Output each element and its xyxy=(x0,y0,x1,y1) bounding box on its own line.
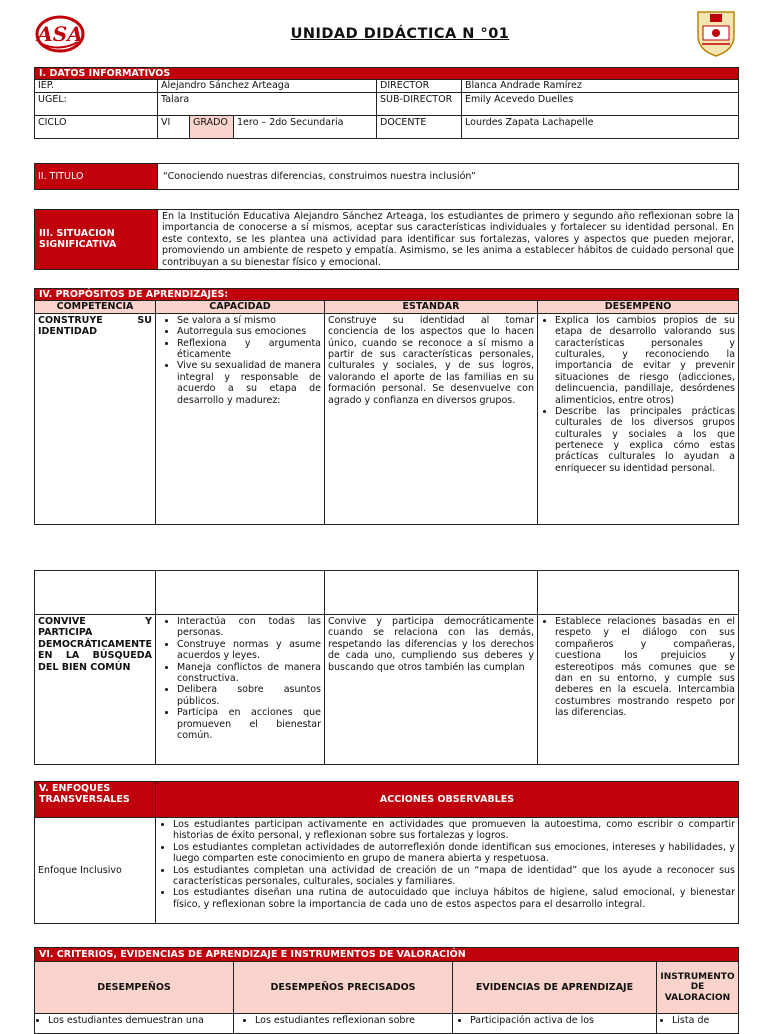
datos-header: I. DATOS INFORMATIVOS xyxy=(35,68,739,80)
criterio-list-1 xyxy=(38,1015,230,1026)
subdirector-value: Emily Acevedo Duelles xyxy=(462,92,739,115)
col-competencia: COMPETENCIA xyxy=(35,301,156,313)
list-item: • Describe las principales prácticas culturales de los diversos grupos culturales y sociales a los que pertenece y explica cómo estas prácticas culturales lo ayudan a enriquecer su identidad personal. xyxy=(555,406,735,474)
list-item: • Construye normas y asume acuerdos y leyes. xyxy=(177,639,321,662)
subdirector-label: SUB-DIRECTOR xyxy=(377,92,462,115)
desempenos-list-2 xyxy=(541,616,735,719)
enfoque-inclusivo: Enfoque Inclusivo xyxy=(35,818,156,924)
list-item: • Delibera sobre asuntos públicos. xyxy=(177,684,321,707)
propositos-table xyxy=(34,288,739,525)
competencia-identidad: CONSTRUYE SU IDENTIDAD xyxy=(35,313,156,524)
situacion-table xyxy=(34,209,739,270)
enfoques-table xyxy=(34,781,739,924)
col-evidencias: EVIDENCIAS DE APRENDIZAJE xyxy=(453,962,657,1014)
col-desempeno: DESEMPEÑO xyxy=(538,301,739,313)
list-item: • Se valora a sí mismo xyxy=(177,315,321,326)
docente-label: DOCENTE xyxy=(377,115,462,138)
acciones-list xyxy=(159,819,735,910)
acciones-header: ACCIONES OBSERVABLES xyxy=(156,782,739,818)
empty-cell xyxy=(35,571,156,615)
list-item: • Participación activa de los xyxy=(470,1015,653,1026)
estandar-identidad: Construye su identidad al tomar conciencia de los aspectos que lo hacen único, cuando se reconoce a sí mismo a partir de sus características personales, culturales y sociales, y de sus logros, valorando el aporte de las familias en su formación personal. Se desenvuelve con agrado y confianza en diversos grupos. xyxy=(325,313,538,524)
list-item: • Los estudiantes completan actividades de autorreflexión donde identifican sus emociones, intereses y habilidades, y luego comparten este conocimiento en grupo de manera abierta y respetuosa. xyxy=(173,842,735,865)
titulo-table xyxy=(34,163,739,190)
iep-label: IEP. xyxy=(35,80,158,92)
col-desempenos: DESEMPEÑOS xyxy=(35,962,234,1014)
docente-value: Lourdes Zapata Lachapelle xyxy=(462,115,739,138)
list-item: • Los estudiantes participan activamente en actividades que promueven la autoestima, como escribir o compartir historias de éxito personal, y reflexionan sobre sus fortalezas y logros. xyxy=(173,819,735,842)
desempenos-list-1 xyxy=(541,315,735,474)
list-item: • Maneja conflictos de manera constructiva. xyxy=(177,662,321,685)
competencia-convive: CONVIVE Y PARTICIPA DEMOCRÁTICAMENTE EN LA BÚSQUEDA DEL BIEN COMÚN xyxy=(35,615,156,765)
grado-label: GRADO xyxy=(190,115,234,138)
empty-row-table xyxy=(34,570,739,765)
criterios-table xyxy=(34,947,739,1034)
ciclo-value: VI xyxy=(158,115,190,138)
list-item: • Establece relaciones basadas en el respeto y el diálogo con sus compañeros y compañeras, cuestiona los prejuicios y estereotipos más comunes que se dan en su entorno, y cumple sus deberes en la escuela. Intercambia costumbres mostrando respeto por las diferencias. xyxy=(555,616,735,719)
asa-logo-text: ASA xyxy=(37,22,83,46)
empty-cell xyxy=(325,571,538,615)
list-item: • Vive su sexualidad de manera integral y responsable de acuerdo a su etapa de desarrollo y madurez: xyxy=(177,360,321,406)
school-crest-icon xyxy=(694,6,738,58)
director-label: DIRECTOR xyxy=(377,80,462,92)
col-capacidad: CAPACIDAD xyxy=(156,301,325,313)
titulo-value: “Conociendo nuestras diferencias, construimos nuestra inclusión” xyxy=(158,164,739,190)
criterio-list-4 xyxy=(660,1015,735,1026)
enfoques-label: V. ENFOQUES TRANSVERSALES xyxy=(35,782,156,818)
iep-value: Alejandro Sánchez Arteaga xyxy=(158,80,377,92)
list-item: • Interactúa con todas las personas. xyxy=(177,616,321,639)
empty-cell xyxy=(538,571,739,615)
list-item: • Explica los cambios propios de su etapa de desarrollo valorando sus características personales y culturales, y reconociendo la importancia de evitar y prevenir situaciones de riesgo (adicciones, delincuencia, pandillaje, desórdenes alimenticios, entre otros) xyxy=(555,315,735,406)
criterio-list-2 xyxy=(237,1015,449,1026)
situacion-value: En la Institución Educativa Alejandro Sánchez Arteaga, los estudiantes de primero y segundo año reflexionan sobre la importancia de conocerse a sí mismos, aceptar sus características individuales y fortalecer su identidad personal. En este contexto, se les plantea una actividad para identificar sus fortalezas, valores y aspectos que pueden mejorar, promoviendo un ambiente de respeto y empatía. Asimismo, se les anima a establecer hábitos de cuidado personal que contribuyan a su bienestar físico y emocional. xyxy=(158,210,739,270)
criterios-header: VI. CRITERIOS, EVIDENCIAS DE APRENDIZAJE E INSTRUMENTOS DE VALORACIÓN xyxy=(35,948,739,962)
list-item: • Los estudiantes demuestran una xyxy=(48,1015,230,1026)
col-instrumento: INSTRUMENTO DE VALORACION xyxy=(657,962,739,1014)
col-desempenos-precisados: DESEMPEÑOS PRECISADOS xyxy=(234,962,453,1014)
page-title: UNIDAD DIDÁCTICA N °01 xyxy=(290,26,510,42)
list-item: • Los estudiantes reflexionan sobre xyxy=(255,1015,449,1026)
estandar-convive: Convive y participa democráticamente cuando se relaciona con las demás, respetando las diferencias y los derechos de cada uno, cumpliendo sus deberes y buscando que otros también las cumplan xyxy=(325,615,538,765)
col-estandar: ESTANDAR xyxy=(325,301,538,313)
situacion-label: III. SITUACION SIGNIFICATIVA xyxy=(35,210,158,270)
capacidades-list-2 xyxy=(159,616,321,741)
grado-value: 1ero – 2do Secundaria xyxy=(234,115,377,138)
list-item: • Lista de xyxy=(672,1015,735,1026)
propositos-header: IV. PROPÓSITOS DE APRENDIZAJES: xyxy=(35,289,739,301)
list-item: • Autorregula sus emociones xyxy=(177,326,321,337)
ugel-value: Talara xyxy=(158,92,377,115)
datos-informativos-table xyxy=(34,67,739,139)
ciclo-label: CICLO xyxy=(35,115,158,138)
list-item: • Los estudiantes completan una actividad de creación de un “mapa de identidad” que los ayude a reconocer sus características personales, culturales, sociales y familiares. xyxy=(173,865,735,888)
director-value: Blanca Andrade Ramírez xyxy=(462,80,739,92)
titulo-label: II. TITULO xyxy=(35,164,158,190)
list-item: • Reflexiona y argumenta éticamente xyxy=(177,338,321,361)
empty-cell xyxy=(156,571,325,615)
capacidades-list-1 xyxy=(159,315,321,406)
ugel-label: UGEL: xyxy=(35,92,158,115)
list-item: • Los estudiantes diseñan una rutina de autocuidado que incluya hábitos de higiene, salud emocional, y bienestar físico, y reflexionan sobre la importancia de cada uno de estos aspectos para el desarrollo integral. xyxy=(173,887,735,910)
asa-logo xyxy=(34,14,86,54)
criterio-list-3 xyxy=(456,1015,653,1026)
list-item: • Participa en acciones que promueven el bienestar común. xyxy=(177,707,321,741)
